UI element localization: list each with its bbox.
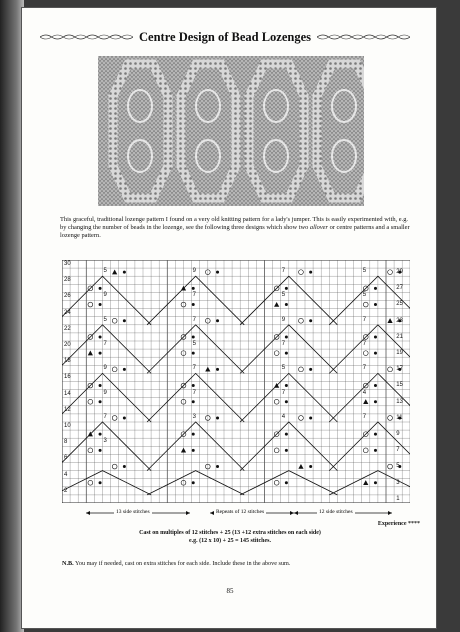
intro-italic-allover: allover <box>309 224 328 232</box>
row-number-left: 12 <box>64 406 71 413</box>
knitted-swatch-photo <box>98 56 364 206</box>
row-number-left: 6 <box>64 455 68 462</box>
nb-text: You may if needed, cast on extra stitches for each side. Include these in the above sum. <box>73 560 291 567</box>
knitting-chart <box>62 260 410 508</box>
chart-cell-number: 7 <box>103 413 107 420</box>
cast-on-line-1: Cast on multiples of 12 stitches + 25 (13 +12 extra stitches on each side) <box>139 530 321 536</box>
chart-cell-number: 9 <box>281 316 286 323</box>
row-number-left: 26 <box>64 293 71 300</box>
row-number-left: 22 <box>64 325 71 332</box>
row-number-left: 2 <box>64 487 68 494</box>
left-flourish-ornament <box>40 33 133 41</box>
row-number-right: 29 <box>396 269 403 275</box>
chart-grid <box>62 260 410 503</box>
chart-cell-number: 7 <box>192 316 196 323</box>
chart-cell-number: 7 <box>281 389 286 396</box>
row-number-right: 17 <box>396 366 403 373</box>
row-number-right: 27 <box>396 285 403 292</box>
row-number-right: 13 <box>396 398 403 405</box>
chart-cell-number: 7 <box>192 292 196 299</box>
chart-cell-number: 3 <box>192 413 196 420</box>
chart-cell-number: 7 <box>192 389 196 396</box>
chart-cell-number: 9 <box>103 365 107 372</box>
chart-cell-number: 7 <box>103 341 107 347</box>
chart-cell-number: 7 <box>362 413 367 420</box>
chart-cell-number: 9 <box>192 268 196 275</box>
intro-paragraph <box>60 216 414 241</box>
chart-cell-number: 5 <box>192 341 196 347</box>
page-title: Centre Design of Bead Lozenges <box>139 29 311 44</box>
row-number-right: 1 <box>396 495 400 502</box>
row-number-right: 19 <box>396 350 403 356</box>
chart-cell-number: 5 <box>103 268 107 275</box>
chart-cell-number: 5 <box>281 292 286 299</box>
chart-cell-number: 5 <box>281 365 286 372</box>
row-number-left: 10 <box>64 423 71 429</box>
legend-repeats: Repeats of 12 stitches <box>216 509 265 515</box>
row-number-right: 23 <box>396 317 403 324</box>
experience-rating: Experience **** <box>377 521 420 527</box>
row-number-right: 25 <box>396 301 403 308</box>
intro-text-1: This graceful, traditional lozenge pattern I found on a very old knitting pattern for a lady's jumper. This is easily experimented with, e.g. by changing the number of beads in the lozenge, see the following three designs which show two <box>60 216 408 232</box>
row-number-right: 5 <box>396 463 400 470</box>
page-number: 85 <box>226 587 234 595</box>
row-number-right: 11 <box>396 414 403 421</box>
row-number-left: 20 <box>64 342 71 348</box>
row-number-right: 3 <box>396 479 400 486</box>
title-row <box>40 28 410 46</box>
chart-cell-number: 9 <box>103 292 107 299</box>
row-number-right: 15 <box>396 382 403 389</box>
row-number-left: 16 <box>64 374 71 381</box>
row-number-left: 14 <box>64 390 71 397</box>
stitch-legend <box>62 506 410 520</box>
nb-note <box>62 560 290 567</box>
right-flourish-ornament <box>317 33 410 41</box>
chart-cell-number: 5 <box>362 268 367 275</box>
chart-cell-number: 5 <box>362 292 367 299</box>
row-number-left: 4 <box>64 471 68 478</box>
chart-cell-number: 7 <box>362 341 367 347</box>
row-number-right: 9 <box>396 431 400 437</box>
row-number-left: 18 <box>64 358 71 365</box>
chart-cell-number: 5 <box>103 316 107 323</box>
chart-cell-number: 7 <box>281 268 286 275</box>
chart-cell-number: 7 <box>362 365 367 372</box>
chart-cell-number: 4 <box>281 413 286 420</box>
row-number-right: 7 <box>396 447 400 454</box>
row-number-left: 24 <box>64 309 71 316</box>
chart-cell-number: 3 <box>103 438 107 445</box>
row-number-left: 28 <box>64 277 71 284</box>
chart-cell-number: 9 <box>103 389 107 396</box>
row-number-left: 30 <box>64 261 71 267</box>
row-number-left: 8 <box>64 439 68 446</box>
legend-side-left: 13 side stitches <box>116 509 150 515</box>
legend-side-right: 12 side stitches <box>319 509 353 515</box>
chart-cell-number: 7 <box>362 316 367 323</box>
chart-cell-number: 7 <box>192 365 196 372</box>
chart-cell-number: 7 <box>281 341 286 347</box>
nb-label: N.B. <box>62 560 74 567</box>
chart-cell-number: 4 <box>362 389 367 396</box>
row-number-right: 21 <box>396 333 403 340</box>
intro-text-2: or centre patterns and a smaller lozenge pattern. <box>60 224 410 240</box>
cast-on-line-2: e.g. (12 x 10) + 25 = 145 stitches. <box>189 538 271 544</box>
